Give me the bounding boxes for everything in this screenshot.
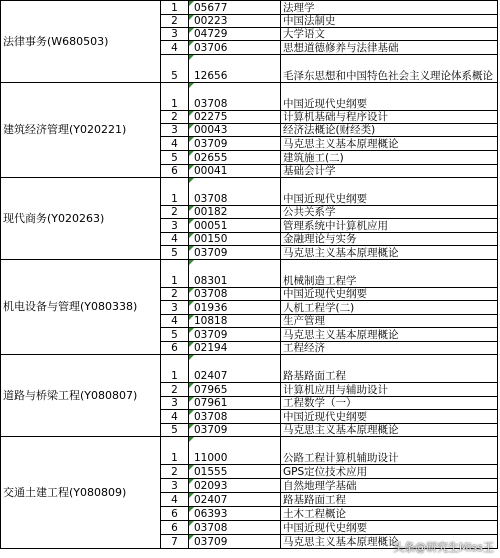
course-code-cell: 03706 [189, 41, 281, 55]
course-code-cell: 01555 [189, 465, 281, 479]
sequence-cell: 6 [161, 342, 189, 355]
course-name-cell: 金融理论与实务 [281, 233, 498, 246]
sequence-cell: 6 [161, 507, 189, 521]
course-name-cell: 马克思主义基本原理概论 [281, 535, 498, 549]
sequence-cell: 5 [161, 424, 189, 437]
course-code-cell: 00223 [189, 15, 281, 28]
course-name-cell: 毛泽东思想和中国特色社会主义理论体系概论 [281, 55, 498, 83]
course-code-cell: 03708 [189, 288, 281, 301]
sequence-cell: 3 [161, 479, 189, 493]
table-row [1, 178, 498, 206]
course-code-cell: 03709 [189, 424, 281, 437]
course-code-cell: 03709 [189, 328, 281, 342]
course-code-cell: 03708 [189, 521, 281, 535]
course-name-cell: 人机工程学(二) [281, 301, 498, 315]
course-code-cell: 10818 [189, 315, 281, 328]
table-body [1, 1, 498, 549]
sequence-cell: 1 [161, 355, 189, 383]
sequence-cell: 3 [161, 219, 189, 233]
course-name-cell: 公路工程计算机辅助设计 [281, 437, 498, 465]
course-code-cell: 05677 [189, 1, 281, 15]
course-code-cell: 03709 [189, 246, 281, 260]
course-code-cell: 02093 [189, 479, 281, 493]
course-code-cell: 00041 [189, 165, 281, 178]
table-row [1, 1, 498, 15]
sequence-cell: 5 [161, 328, 189, 342]
course-name-cell: 中国近现代史纲要 [281, 178, 498, 206]
course-name-cell: GPS定位技术应用 [281, 465, 498, 479]
course-code-cell: 03708 [189, 83, 281, 111]
sequence-cell: 1 [161, 437, 189, 465]
sequence-cell: 5 [161, 151, 189, 165]
course-name-cell: 经济法概论(财经类) [281, 124, 498, 137]
sequence-cell: 4 [161, 41, 189, 55]
course-code-cell: 00182 [189, 206, 281, 219]
sequence-cell: 3 [161, 301, 189, 315]
sequence-cell: 2 [161, 288, 189, 301]
sequence-cell: 2 [161, 15, 189, 28]
major-name-cell: 道路与桥梁工程(Y080807) [1, 355, 161, 437]
course-code-cell: 08301 [189, 260, 281, 288]
course-name-cell: 大学语文 [281, 28, 498, 41]
course-code-cell: 00043 [189, 124, 281, 137]
sequence-cell: 4 [161, 410, 189, 424]
course-code-cell: 03708 [189, 410, 281, 424]
course-name-cell: 法理学 [281, 1, 498, 15]
sequence-cell: 1 [161, 178, 189, 206]
course-code-cell: 01936 [189, 301, 281, 315]
course-code-cell: 00051 [189, 219, 281, 233]
course-name-cell: 机械制造工程学 [281, 260, 498, 288]
sequence-cell: 5 [161, 246, 189, 260]
course-name-cell: 马克思主义基本原理概论 [281, 328, 498, 342]
course-code-cell: 02655 [189, 151, 281, 165]
major-name-cell: 现代商务(Y020263) [1, 178, 161, 260]
course-name-cell: 中国近现代史纲要 [281, 288, 498, 301]
sequence-cell: 1 [161, 260, 189, 288]
course-code-cell: 03708 [189, 178, 281, 206]
course-name-cell: 计算机基础与程序设计 [281, 111, 498, 124]
table-row [1, 260, 498, 288]
major-name-cell: 法律事务(W680503) [1, 1, 161, 83]
course-name-cell: 计算机应用与辅助设计 [281, 383, 498, 397]
sequence-cell: 2 [161, 465, 189, 479]
major-name-cell: 交通土建工程(Y080809) [1, 437, 161, 549]
sequence-cell: 5 [161, 55, 189, 83]
course-name-cell: 自然地理学基础 [281, 479, 498, 493]
course-code-cell: 04729 [189, 28, 281, 41]
course-name-cell: 工程数学（一） [281, 397, 498, 410]
major-name-cell: 建筑经济管理(Y020221) [1, 83, 161, 178]
course-name-cell: 路基路面工程 [281, 355, 498, 383]
sequence-cell: 1 [161, 83, 189, 111]
course-name-cell: 中国法制史 [281, 15, 498, 28]
watermark-text: 头条@研究生Miss王 [392, 541, 494, 554]
sequence-cell: 1 [161, 1, 189, 15]
course-name-cell: 马克思主义基本原理概论 [281, 246, 498, 260]
course-code-cell: 03709 [189, 535, 281, 549]
course-name-cell: 工程经济 [281, 342, 498, 355]
sequence-cell: 3 [161, 397, 189, 410]
sequence-cell: 4 [161, 233, 189, 246]
sequence-cell: 4 [161, 137, 189, 151]
sequence-cell: 4 [161, 493, 189, 507]
course-name-cell: 中国近现代史纲要 [281, 410, 498, 424]
course-code-cell: 00150 [189, 233, 281, 246]
sequence-cell: 6 [161, 165, 189, 178]
sequence-cell: 4 [161, 315, 189, 328]
table-row [1, 355, 498, 383]
sequence-cell: 2 [161, 206, 189, 219]
course-name-cell: 土木工程概论 [281, 507, 498, 521]
course-name-cell: 思想道德修养与法律基础 [281, 41, 498, 55]
course-code-cell: 02407 [189, 493, 281, 507]
course-name-cell: 公共关系学 [281, 206, 498, 219]
course-name-cell: 中国近现代史纲要 [281, 83, 498, 111]
course-name-cell: 路基路面工程 [281, 493, 498, 507]
sequence-cell: 6 [161, 521, 189, 535]
course-code-cell: 02275 [189, 111, 281, 124]
sequence-cell: 3 [161, 124, 189, 137]
table-row [1, 83, 498, 111]
major-name-cell: 机电设备与管理(Y080338) [1, 260, 161, 355]
course-name-cell: 基础会计学 [281, 165, 498, 178]
course-name-cell: 马克思主义基本原理概论 [281, 424, 498, 437]
course-code-cell: 11000 [189, 437, 281, 465]
course-name-cell: 马克思主义基本原理概论 [281, 137, 498, 151]
table-row [1, 437, 498, 465]
course-code-cell: 07961 [189, 397, 281, 410]
course-code-cell: 06393 [189, 507, 281, 521]
course-code-cell: 07965 [189, 383, 281, 397]
course-name-cell: 生产管理 [281, 315, 498, 328]
sequence-cell: 3 [161, 28, 189, 41]
sequence-cell: 7 [161, 535, 189, 549]
course-code-cell: 12656 [189, 55, 281, 83]
course-code-cell: 03709 [189, 137, 281, 151]
course-name-cell: 中国近现代史纲要 [281, 521, 498, 535]
sequence-cell: 2 [161, 383, 189, 397]
course-code-cell: 02194 [189, 342, 281, 355]
sequence-cell: 2 [161, 111, 189, 124]
course-name-cell: 建筑施工(二) [281, 151, 498, 165]
course-code-cell: 02407 [189, 355, 281, 383]
course-name-cell: 管理系统中计算机应用 [281, 219, 498, 233]
